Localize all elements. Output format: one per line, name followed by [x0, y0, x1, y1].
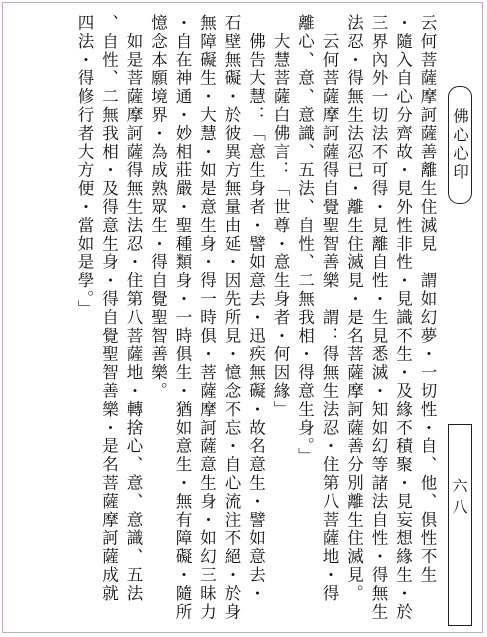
text-column: 云何菩薩摩訶薩得自覺聖智善樂 謂：得無生法忍・住第八菩薩地・得 — [320, 14, 339, 603]
text-column: 、自性、二無我相・及得意生身・得自覺聖智善樂・是名菩薩摩訶薩成就 — [99, 14, 119, 603]
text-column: ・自在神通・妙相莊嚴・聖種類身・一時俱生・猶如意生・無有障礙・隨所 — [173, 14, 192, 622]
text-column: 憶念本願境界・為成熟眾生・得自覺聖智善樂。 — [148, 14, 168, 401]
text-column: 如是菩薩摩訶薩得無生法忍・住第八菩薩地・轉捨心、意、意識、五法 — [124, 14, 143, 603]
text-column: 佛告大慧：「意生身者・譬如意去・迅疾無礙・故名意生・譬如意去・ — [246, 14, 266, 603]
text-column: ・隨入自心分齊故・見外性非性・見識不生・及緣不積聚・見妄想緣生・於 — [393, 14, 413, 622]
text-column: 云何菩薩摩訶薩善離生住滅見 謂如幻夢・一切性・自、他、俱性不生 — [418, 14, 437, 585]
page-number: 六八 — [452, 477, 468, 516]
text-column: 法忍・得無生法忍已・離生住滅見・是名菩薩摩訶薩善分別離生住滅見。 — [344, 14, 364, 603]
text-column: 離心、意、意識、五法、自性、二無我相・得意生身。」 — [295, 14, 315, 466]
running-title-box — [448, 86, 472, 204]
sutra-body — [72, 14, 440, 629]
text-column: 四法・得修行者大方便・當如是學。」 — [75, 14, 94, 319]
running-title: 佛心心印 — [451, 108, 469, 182]
page-number-box — [448, 424, 472, 626]
text-column: 石壁無礙・於彼異方無量由延・因先所見・憶念不忘・自心流注不絕・於身 — [222, 14, 241, 622]
text-column: 大慧菩薩白佛言：「世尊・意生身者・何因緣」 — [271, 14, 290, 419]
text-column: 無障礙生・大慧・如是意生身・得一時俱・菩薩摩訶薩意生身・如幻三昧力 — [197, 14, 217, 622]
text-column: 三界內外一切法不可得・見離自性・生見悉滅・知如幻等諸法自性・得無生 — [369, 14, 388, 622]
